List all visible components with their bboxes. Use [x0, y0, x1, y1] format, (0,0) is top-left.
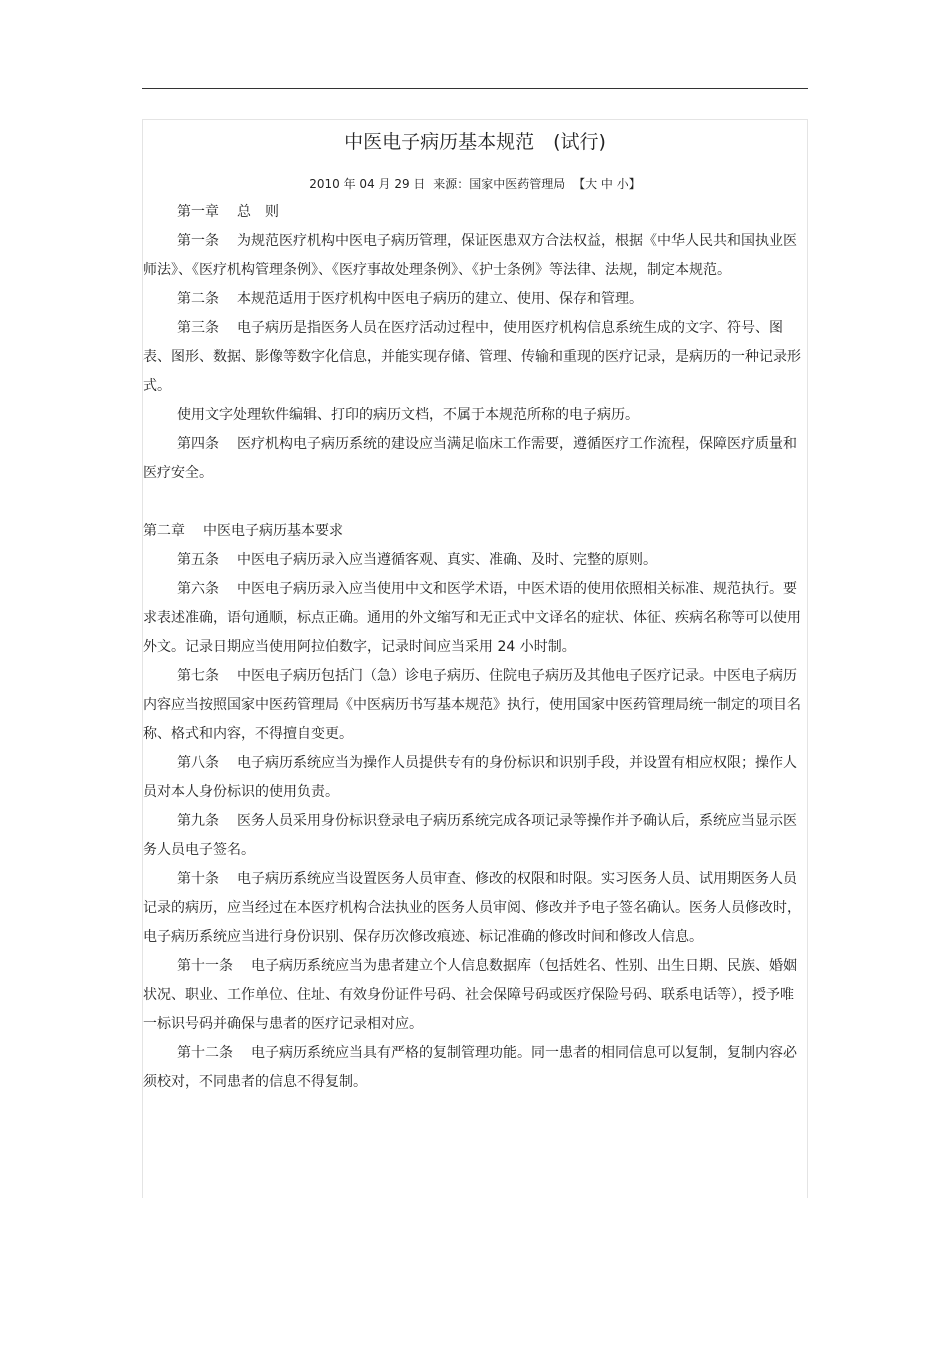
article-paragraph [143, 952, 807, 1039]
source: 来源：国家中医药管理局 [433, 177, 566, 191]
article-text-body: 电子病历是指医务人员在医疗活动过程中，使用医疗机构信息系统生成的文字、符号、图表、图形、数据、影像等数字化信息，并能实现存储、管理、传输和重现的医疗记录，是病历的一种记录形式。 [143, 320, 801, 394]
article-paragraph [143, 401, 807, 430]
article-text-body: 使用文字处理软件编辑、打印的病历文档，不属于本规范所称的电子病历。 [177, 407, 639, 423]
article-text-body: 电子病历系统应当设置医务人员审查、修改的权限和时限。实习医务人员、试用期医务人员记录的病历，应当经过在本医疗机构合法执业的医务人员审阅、修改并予电子签名确认。医务人员修改时，电子病历系统应当进行身份识别、保存历次修改痕迹、标记准确的修改时间和修改人信息。 [143, 871, 801, 945]
font-size-switcher[interactable]: 【大 中 小】 [573, 177, 641, 191]
article-body [143, 126, 807, 1097]
article-paragraph [143, 865, 807, 952]
publish-date: 2010 年 04 月 29 日 [309, 177, 426, 191]
article-number: 第一章 [177, 204, 219, 220]
article-text [143, 198, 807, 1097]
article-number: 第三条 [177, 320, 219, 336]
article-text-body: 中医电子病历录入应当使用中文和医学术语，中医术语的使用依照相关标准、规范执行。要求表述准确，语句通顺，标点正确。通用的外文缩写和无正式中文译名的症状、体征、疾病名称等可以使用外文。记录日期应当使用阿拉伯数字，记录时间应当采用 24 小时制。 [143, 581, 801, 655]
article-number: 第五条 [177, 552, 219, 568]
article-text-body: 总 则 [237, 204, 279, 220]
article-paragraph [143, 1039, 807, 1097]
article-text-body: 电子病历系统应当为患者建立个人信息数据库（包括姓名、性别、出生日期、民族、婚姻状况、职业、工作单位、住址、有效身份证件号码、社会保障号码或医疗保险号码、联系电话等），授予唯一标识号码并确保与患者的医疗记录相对应。 [143, 958, 797, 1032]
article-number: 第四条 [177, 436, 219, 452]
article-text-body: 中医电子病历录入应当遵循客观、真实、准确、及时、完整的原则。 [237, 552, 657, 568]
article-text-body: 为规范医疗机构中医电子病历管理，保证医患双方合法权益，根据《中华人民共和国执业医师法》、《医疗机构管理条例》、《医疗事故处理条例》、《护士条例》等法律、法规，制定本规范。 [143, 233, 797, 278]
article-paragraph [143, 285, 807, 314]
article-paragraph [143, 807, 807, 865]
header-rule [142, 88, 808, 89]
article-number: 第十一条 [177, 958, 233, 974]
article-paragraph [143, 517, 807, 546]
article-text-body: 电子病历系统应当具有严格的复制管理功能。同一患者的相同信息可以复制，复制内容必须校对，不同患者的信息不得复制。 [143, 1045, 797, 1090]
article-text-body: 中医电子病历基本要求 [203, 523, 343, 539]
article-number: 第二章 [143, 523, 185, 539]
article-number: 第六条 [177, 581, 219, 597]
article-paragraph [143, 430, 807, 488]
article-paragraph [143, 227, 807, 285]
article-number: 第一条 [177, 233, 219, 249]
article-number: 第十二条 [177, 1045, 233, 1061]
article-number: 第七条 [177, 668, 219, 684]
article-text-body: 本规范适用于医疗机构中医电子病历的建立、使用、保存和管理。 [237, 291, 643, 307]
article-number: 第十条 [177, 871, 219, 887]
article-paragraph [143, 749, 807, 807]
page-title: 中医电子病历基本规范 (试行) [344, 131, 606, 153]
article-text-body: 电子病历系统应当为操作人员提供专有的身份标识和识别手段，并设置有相应权限；操作人员对本人身份标识的使用负责。 [143, 755, 797, 800]
article-paragraph [143, 314, 807, 401]
article-text-body: 医务人员采用身份标识登录电子病历系统完成各项记录等操作并予确认后，系统应当显示医务人员电子签名。 [143, 813, 797, 858]
article-paragraph [143, 575, 807, 662]
article-number: 第八条 [177, 755, 219, 771]
article-text-body: 医疗机构电子病历系统的建设应当满足临床工作需要，遵循医疗工作流程，保障医疗质量和医疗安全。 [143, 436, 797, 481]
article-number: 第九条 [177, 813, 219, 829]
article-text-body: 中医电子病历包括门（急）诊电子病历、住院电子病历及其他电子医疗记录。中医电子病历内容应当按照国家中医药管理局《中医病历书写基本规范》执行，使用国家中医药管理局统一制定的项目名称、格式和内容，不得擅自变更。 [143, 668, 801, 742]
paragraph-gap [143, 488, 807, 517]
article-paragraph [143, 546, 807, 575]
article-paragraph [143, 662, 807, 749]
article-paragraph [143, 198, 807, 227]
article-meta [143, 174, 807, 194]
article-number: 第二条 [177, 291, 219, 307]
